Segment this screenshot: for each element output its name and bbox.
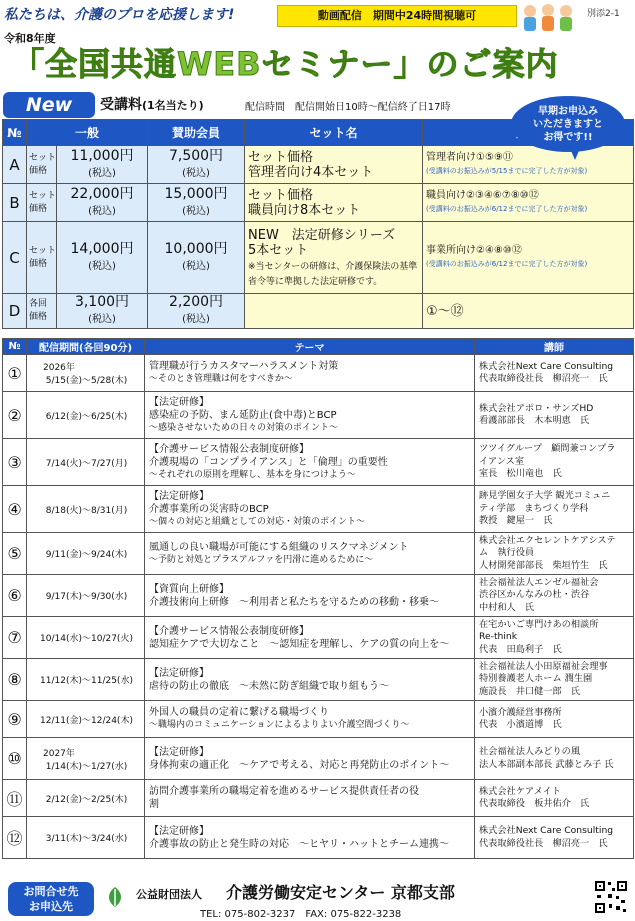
sched-header-period: 配信期間(各回90分) bbox=[27, 339, 145, 355]
session-lecturer: 株式会社Next Care Consulting 代表取締役社長 柳沼亮一 氏 bbox=[475, 355, 634, 392]
session-theme bbox=[145, 439, 475, 486]
session-subtitle: ～感染させないための日々の対策のポイント～ bbox=[149, 422, 339, 433]
session-theme bbox=[145, 701, 475, 738]
session-lecturer: 跡見学園女子大学 観光コミュニ ティ学部 まちづくり学科 教授 鍵屋一 氏 bbox=[475, 486, 634, 533]
session-period bbox=[27, 701, 145, 738]
tax-note: (税込) bbox=[88, 260, 116, 272]
session-number: ③ bbox=[3, 439, 27, 486]
price-member-value: 15,000円 bbox=[164, 185, 228, 202]
session-dates: 5/15(金)～5/28(木) bbox=[45, 376, 128, 386]
session-period bbox=[27, 533, 145, 575]
session-title: 介護現場の「コンプライアンス」と「倫理」の重要性 bbox=[149, 456, 388, 468]
session-lecturer: 小濱介護経営事務所 代表 小濱道博 氏 bbox=[475, 701, 634, 738]
session-theme bbox=[145, 355, 475, 392]
fiscal-year: 令和8年度 bbox=[4, 32, 56, 45]
price-kind: セット 価格 bbox=[27, 222, 57, 294]
session-theme bbox=[145, 533, 475, 575]
session-lecturer: 社会福祉法人エンゼル福祉会 渋谷区かんなみの杜・渋谷 中村和人 氏 bbox=[475, 575, 634, 617]
price-kind: セット 価格 bbox=[27, 146, 57, 184]
tax-note: (税込) bbox=[88, 205, 116, 217]
price-row-no: A bbox=[3, 146, 27, 184]
session-dates: 3/11(木)～3/24(水) bbox=[45, 834, 128, 844]
session-title: 外国人の職員の定着に繋げる職場づくり bbox=[149, 707, 329, 718]
session-period bbox=[27, 780, 145, 817]
session-period bbox=[27, 486, 145, 533]
price-row-no: D bbox=[3, 294, 27, 329]
price-table bbox=[2, 119, 634, 329]
schedule-row bbox=[3, 817, 634, 859]
session-subtitle: ～個々の対応と組織としての対応・対策のポイント～ bbox=[149, 516, 366, 527]
session-lecturer: 社会福祉法人小田原福祉会理事 特別養護老人ホーム 潤生園 施設長 井口健一郎 氏 bbox=[475, 659, 634, 701]
set-target bbox=[423, 184, 634, 222]
session-period bbox=[27, 355, 145, 392]
price-member bbox=[148, 146, 245, 184]
schedule-row bbox=[3, 617, 634, 659]
set-target bbox=[423, 146, 634, 184]
session-dates: 6/12(金)～6/25(木) bbox=[45, 411, 128, 422]
session-dates: 10/14(水)～10/27(火) bbox=[40, 634, 133, 644]
session-title: 虐待の防止の徹底 ～未然に防ぎ組織で取り組もう～ bbox=[149, 680, 389, 692]
session-theme bbox=[145, 817, 475, 859]
set-name bbox=[245, 222, 423, 294]
schedule-row bbox=[3, 392, 634, 439]
session-theme bbox=[145, 780, 475, 817]
contact-box: お問合せ先 お申込先 bbox=[8, 882, 94, 916]
session-dates: 7/14(火)～7/27(月) bbox=[45, 458, 128, 469]
schedule-row bbox=[3, 780, 634, 817]
set-name: セット価格 管理者向け4本セット bbox=[245, 146, 423, 184]
org-name: 介護労働安定センター 京都支部 bbox=[226, 883, 455, 902]
annex-label: 別添2-1 bbox=[587, 9, 620, 19]
session-lecturer: 株式会社アポロ・サンズHD 看護部部長 木本明恵 氏 bbox=[475, 392, 634, 439]
set-target: ①～⑫ bbox=[423, 294, 634, 329]
set-note: ※当センターの研修は、介護保険法の基準省令等に準拠した法定研修です。 bbox=[248, 261, 418, 287]
session-period bbox=[27, 575, 145, 617]
price-general bbox=[57, 222, 148, 294]
schedule-row bbox=[3, 355, 634, 392]
session-title: 風通しの良い職場が可能にする組織のリスクマネジメント bbox=[149, 541, 409, 553]
session-period bbox=[27, 617, 145, 659]
session-theme bbox=[145, 659, 475, 701]
leaf-logo-icon bbox=[103, 885, 127, 909]
session-period bbox=[27, 439, 145, 486]
price-member bbox=[148, 184, 245, 222]
session-number: ⑫ bbox=[3, 817, 27, 859]
price-header-general: 一般 bbox=[27, 120, 148, 146]
session-title: 感染症の予防、まん延防止(食中毒)とBCP bbox=[149, 409, 337, 421]
tax-note: (税込) bbox=[182, 167, 210, 179]
price-row bbox=[3, 294, 634, 329]
price-row bbox=[3, 222, 634, 294]
session-theme bbox=[145, 486, 475, 533]
session-lecturer: 株式会社エクセレントケアシステ ム 執行役員 人材開発部部長 柴垣竹生 氏 bbox=[475, 533, 634, 575]
price-member bbox=[148, 294, 245, 329]
session-tag: 【法定研修】 bbox=[149, 746, 209, 758]
page-title: 「全国共通WEBセミナー」のご案内 bbox=[12, 45, 559, 83]
schedule-row bbox=[3, 533, 634, 575]
schedule-row bbox=[3, 738, 634, 780]
session-year: 2026年 bbox=[43, 363, 75, 373]
session-title: 介護事故の防止と発生時の対応 ～ヒヤリ・ハットとチーム連携～ bbox=[149, 838, 449, 850]
tax-note: (税込) bbox=[182, 205, 210, 217]
session-subtitle: ～それぞれの原則を理解し、基本を身につけよう～ bbox=[149, 469, 356, 480]
session-lecturer: ツツイグループ 顧問兼コンプラ イアンス室 室長 松川竜也 氏 bbox=[475, 439, 634, 486]
session-tag: 【法定研修】 bbox=[149, 396, 209, 408]
session-tag: 【法定研修】 bbox=[149, 490, 209, 502]
price-row-no: B bbox=[3, 184, 27, 222]
target-note: (受講料のお振込みが5/15までに完了した方が対象) bbox=[426, 167, 588, 175]
schedule-row bbox=[3, 701, 634, 738]
session-number: ⑤ bbox=[3, 533, 27, 575]
session-title: 訪問介護事業所の職場定着を進めるサービス提供責任者の役 割 bbox=[149, 786, 419, 810]
session-tag: 【資質向上研修】 bbox=[149, 583, 229, 595]
session-tag: 【法定研修】 bbox=[149, 825, 209, 837]
session-number: ⑥ bbox=[3, 575, 27, 617]
price-general bbox=[57, 184, 148, 222]
contact-info: TEL: 075-802-3237 FAX: 075-822-3238 bbox=[200, 909, 402, 920]
session-number: ⑦ bbox=[3, 617, 27, 659]
price-member-value: 2,200円 bbox=[168, 294, 224, 310]
price-kind: 各回 価格 bbox=[27, 294, 57, 329]
session-dates: 8/18(火)～8/31(月) bbox=[45, 505, 128, 516]
session-theme bbox=[145, 617, 475, 659]
price-row bbox=[3, 184, 634, 222]
price-header-no: № bbox=[3, 120, 27, 146]
session-dates: 1/14(木)～1/27(水) bbox=[45, 761, 128, 772]
price-general bbox=[57, 146, 148, 184]
session-lecturer: 在宅かいご専門けあの相談所 Re-think 代表 田島利子 氏 bbox=[475, 617, 634, 659]
session-number: ④ bbox=[3, 486, 27, 533]
session-number: ⑧ bbox=[3, 659, 27, 701]
session-number: ② bbox=[3, 392, 27, 439]
price-row-no: C bbox=[3, 222, 27, 294]
tagline: 私たちは、介護のプロを応援します! bbox=[4, 7, 235, 23]
session-tag: 【介護サービス情報公表制度研修】 bbox=[149, 443, 309, 455]
session-title: 認知症ケアで大切なこと ～認知症を理解し、ケアの質の向上を～ bbox=[149, 638, 450, 650]
target-note: (受講料のお振込みが6/12までに完了した方が対象) bbox=[426, 205, 588, 213]
tax-note: (税込) bbox=[88, 167, 116, 179]
session-subtitle: ～予防と対処とプラスアルファを円滑に進めるために～ bbox=[149, 554, 374, 565]
price-row bbox=[3, 146, 634, 184]
price-general-value: 3,100円 bbox=[74, 294, 130, 310]
session-lecturer: 株式会社Next Care Consulting 代表取締役社長 柳沼亮一 氏 bbox=[475, 817, 634, 859]
price-member-value: 10,000円 bbox=[164, 240, 228, 257]
session-period bbox=[27, 817, 145, 859]
session-dates: 9/17(木)～9/30(水) bbox=[45, 592, 128, 602]
live-notice: 動画配信 期間中24時間視聴可 bbox=[277, 5, 517, 27]
session-lecturer: 株式会社ケアメイト 代表取締役 板井佑介 氏 bbox=[475, 780, 634, 817]
schedule-row bbox=[3, 659, 634, 701]
schedule-table bbox=[2, 338, 634, 859]
fee-heading bbox=[100, 94, 204, 114]
session-number: ⑨ bbox=[3, 701, 27, 738]
session-theme bbox=[145, 392, 475, 439]
tax-note: (税込) bbox=[182, 314, 210, 325]
schedule-row bbox=[3, 575, 634, 617]
broadcast-period: 配信時間 配信開始日10時～配信終了日17時 bbox=[245, 102, 451, 113]
session-title: 介護事業所の災害時のBCP bbox=[149, 503, 269, 515]
target-label: 事業所向け②④⑧⑩⑫ bbox=[426, 245, 522, 256]
fee-note: (1名当たり) bbox=[142, 99, 204, 112]
bubble-tail bbox=[569, 146, 581, 160]
sched-header-no: № bbox=[3, 339, 27, 355]
new-badge: New bbox=[3, 92, 95, 118]
session-dates: 11/12(木)～11/25(水) bbox=[40, 676, 133, 686]
session-theme bbox=[145, 738, 475, 780]
tax-note: (税込) bbox=[182, 260, 210, 272]
price-header-set: セット名 bbox=[245, 120, 423, 146]
set-target bbox=[423, 222, 634, 294]
session-dates: 9/11(金)～9/24(木) bbox=[45, 550, 128, 560]
session-dates: 2/12(金)～2/25(木) bbox=[45, 794, 128, 805]
session-theme bbox=[145, 575, 475, 617]
session-number: ⑪ bbox=[3, 780, 27, 817]
price-member-value: 7,500円 bbox=[168, 147, 224, 164]
fee-label: 受講料 bbox=[100, 97, 142, 113]
session-title: 身体拘束の適正化 ～ケアで考える、対応と再発防止のポイント～ bbox=[149, 759, 450, 771]
set-name bbox=[245, 294, 423, 329]
session-year: 2027年 bbox=[43, 748, 75, 759]
org-type: 公益財団法人 bbox=[136, 888, 202, 901]
price-kind: セット 価格 bbox=[27, 184, 57, 222]
schedule-row bbox=[3, 486, 634, 533]
session-title: 介護技術向上研修 ～利用者と私たちを守るための移動・移乗～ bbox=[149, 596, 439, 608]
price-general-value: 11,000円 bbox=[70, 147, 134, 164]
session-lecturer: 社会福祉法人みどりの風 法人本部副本部長 武藤とみ子 氏 bbox=[475, 738, 634, 780]
session-dates: 12/11(金)～12/24(木) bbox=[40, 715, 133, 726]
session-subtitle: ～職場内のコミュニケーションによるよりよい介護空間づくり～ bbox=[149, 720, 410, 730]
sched-header-lecturer: 講師 bbox=[475, 339, 634, 355]
target-label: 職員向け②③④⑥⑦⑧⑩⑫ bbox=[426, 190, 539, 201]
price-general-value: 14,000円 bbox=[70, 240, 134, 257]
session-number: ⑩ bbox=[3, 738, 27, 780]
target-note: (受講料のお振込みが6/12までに完了した方が対象) bbox=[426, 260, 588, 268]
session-tag: 【介護サービス情報公表制度研修】 bbox=[149, 625, 309, 637]
price-header-member: 賛助会員 bbox=[148, 120, 245, 146]
set-name-label: NEW 法定研修シリーズ 5本セット bbox=[248, 227, 396, 258]
qr-code-icon[interactable] bbox=[594, 880, 628, 914]
session-period bbox=[27, 659, 145, 701]
target-label: 管理者向け①⑤⑨⑪ bbox=[426, 152, 513, 163]
session-subtitle: ～そのとき管理職は何をすべきか～ bbox=[149, 374, 293, 384]
set-name: セット価格 職員向け8本セット bbox=[245, 184, 423, 222]
price-general bbox=[57, 294, 148, 329]
early-bird-bubble: 早期お申込み いただきますと お得です!! bbox=[511, 96, 625, 152]
people-illustration-icon bbox=[516, 2, 580, 34]
price-member bbox=[148, 222, 245, 294]
tax-note: (税込) bbox=[88, 314, 116, 325]
session-period bbox=[27, 738, 145, 780]
session-tag: 【法定研修】 bbox=[149, 667, 209, 679]
sched-header-theme: テーマ bbox=[145, 339, 475, 355]
price-general-value: 22,000円 bbox=[70, 185, 134, 202]
schedule-row bbox=[3, 439, 634, 486]
session-number: ① bbox=[3, 355, 27, 392]
session-period bbox=[27, 392, 145, 439]
session-title: 管理職が行うカスタマーハラスメント対策 bbox=[149, 361, 339, 372]
